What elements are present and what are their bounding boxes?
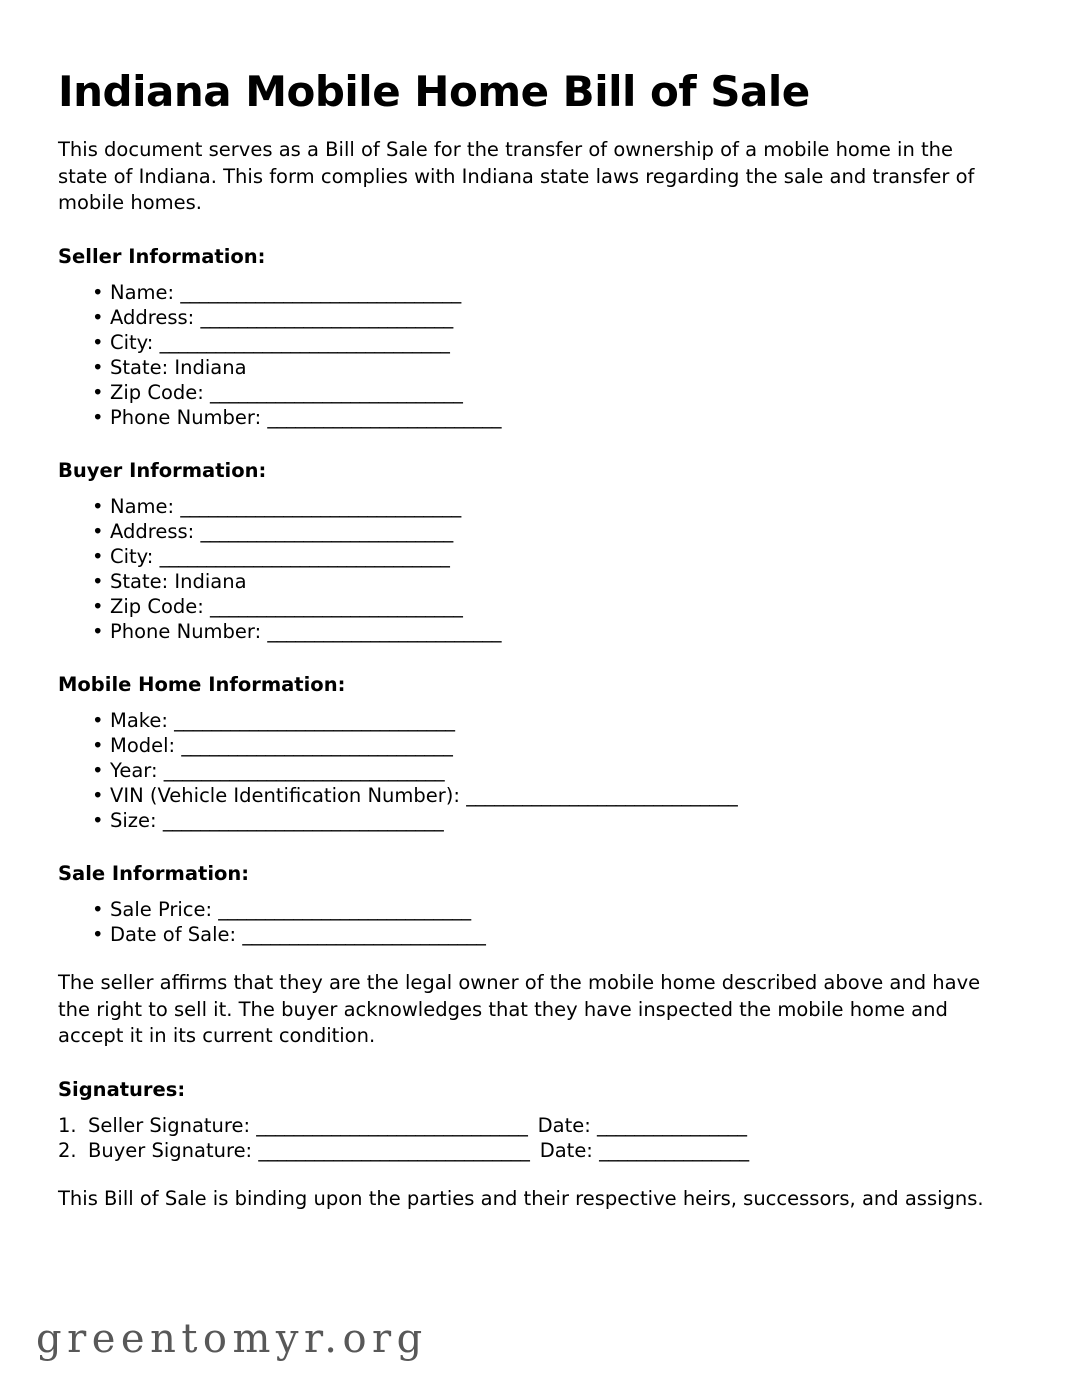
signature-blank[interactable]: _____________________________ [258, 1138, 530, 1162]
list-item [58, 923, 990, 948]
field-label: Name: [110, 280, 175, 304]
field-label: Make: [110, 709, 168, 733]
date-label: Date: [539, 1138, 593, 1162]
date-blank[interactable]: ________________ [597, 1113, 747, 1137]
field-label: City: [110, 544, 154, 568]
field-blank[interactable]: _________________________ [267, 405, 502, 429]
list-item [58, 784, 990, 809]
signatures-list [58, 1114, 990, 1164]
list-item [58, 898, 990, 923]
list-item [58, 520, 990, 545]
seller-information-heading: Seller Information: [58, 244, 266, 268]
list-item [58, 734, 990, 759]
buyer-information-heading: Buyer Information: [58, 458, 267, 482]
field-blank[interactable]: ___________________________ [200, 305, 453, 329]
seller-information-list [58, 281, 990, 431]
field-blank[interactable]: ______________________________ [180, 280, 461, 304]
field-label: Date of Sale: [110, 923, 237, 947]
field-label: Name: [110, 494, 175, 518]
field-blank[interactable]: ______________________________ [180, 494, 461, 518]
field-label: Model: [110, 734, 176, 757]
field-blank[interactable]: _________________________ [267, 619, 502, 643]
list-item [58, 356, 990, 381]
field-label: Zip Code: [110, 380, 204, 404]
field-label: City: [110, 330, 154, 354]
list-item [58, 570, 990, 595]
field-label: State: [110, 355, 169, 379]
field-label: Year: [110, 758, 158, 782]
sale-information-list [58, 898, 990, 948]
list-item [58, 381, 990, 406]
list-item [58, 406, 990, 431]
field-label: VIN (Vehicle Identification Number): [110, 783, 460, 807]
page-title: Indiana Mobile Home Bill of Sale [58, 67, 810, 116]
field-blank[interactable]: __________________________ [242, 923, 486, 947]
site-watermark: greentomyr.org [36, 1316, 428, 1362]
field-blank[interactable]: ___________________________ [218, 898, 471, 922]
field-label: State: [110, 569, 169, 593]
list-item [58, 545, 990, 570]
signature-blank[interactable]: _____________________________ [256, 1113, 528, 1137]
list-item [58, 1114, 990, 1139]
signatures-heading: Signatures: [58, 1077, 186, 1101]
field-label: Address: [110, 305, 195, 329]
field-blank[interactable]: _____________________________ [466, 783, 738, 807]
list-item [58, 495, 990, 520]
mobile-home-information-list [58, 709, 990, 834]
field-value: Indiana [174, 569, 247, 593]
mobile-home-information-heading: Mobile Home Information: [58, 672, 346, 696]
affirmation-paragraph: The seller affirms that they are the legal owner of the mobile home described above and have the right to sell it. The buyer acknowledges that they have inspected the mobile home and accept it in its current condition. [58, 971, 981, 1048]
list-item [58, 281, 990, 306]
field-blank[interactable]: _______________________________ [159, 330, 450, 354]
document-page [58, 0, 990, 1212]
field-label: Sale Price: [110, 898, 213, 922]
field-label: Size: [110, 808, 157, 832]
field-blank[interactable]: ___________________________ [210, 380, 463, 404]
date-label: Date: [537, 1113, 591, 1137]
list-item [58, 1139, 990, 1164]
field-label: Zip Code: [110, 594, 204, 618]
field-label: Address: [110, 519, 195, 543]
sale-information-heading: Sale Information: [58, 861, 250, 885]
buyer-information-list [58, 495, 990, 645]
field-blank[interactable]: ______________________________ [174, 709, 455, 733]
list-item [58, 620, 990, 645]
list-item [58, 331, 990, 356]
list-item [58, 709, 990, 734]
field-label: Phone Number: [110, 619, 262, 643]
signature-label: Buyer Signature: [88, 1138, 253, 1162]
signature-label: Seller Signature: [88, 1113, 251, 1137]
field-blank[interactable]: _____________________________ [181, 734, 453, 757]
closing-paragraph: This Bill of Sale is binding upon the parties and their respective heirs, successors, and assigns. [58, 1186, 984, 1210]
list-item [58, 595, 990, 620]
field-blank[interactable]: ______________________________ [162, 808, 444, 832]
field-blank[interactable]: ______________________________ [163, 758, 445, 782]
intro-paragraph: This document serves as a Bill of Sale for the transfer of ownership of a mobile home in the state of Indiana. This form complies with Indiana state laws regarding the sale and transfer of mobile homes. [58, 138, 975, 215]
field-blank[interactable]: ___________________________ [200, 519, 453, 543]
date-blank[interactable]: ________________ [599, 1138, 749, 1162]
list-item [58, 809, 990, 834]
field-value: Indiana [174, 355, 247, 379]
field-blank[interactable]: _______________________________ [159, 544, 450, 568]
list-item [58, 759, 990, 784]
field-label: Phone Number: [110, 405, 262, 429]
field-blank[interactable]: ___________________________ [210, 594, 463, 618]
list-item [58, 306, 990, 331]
